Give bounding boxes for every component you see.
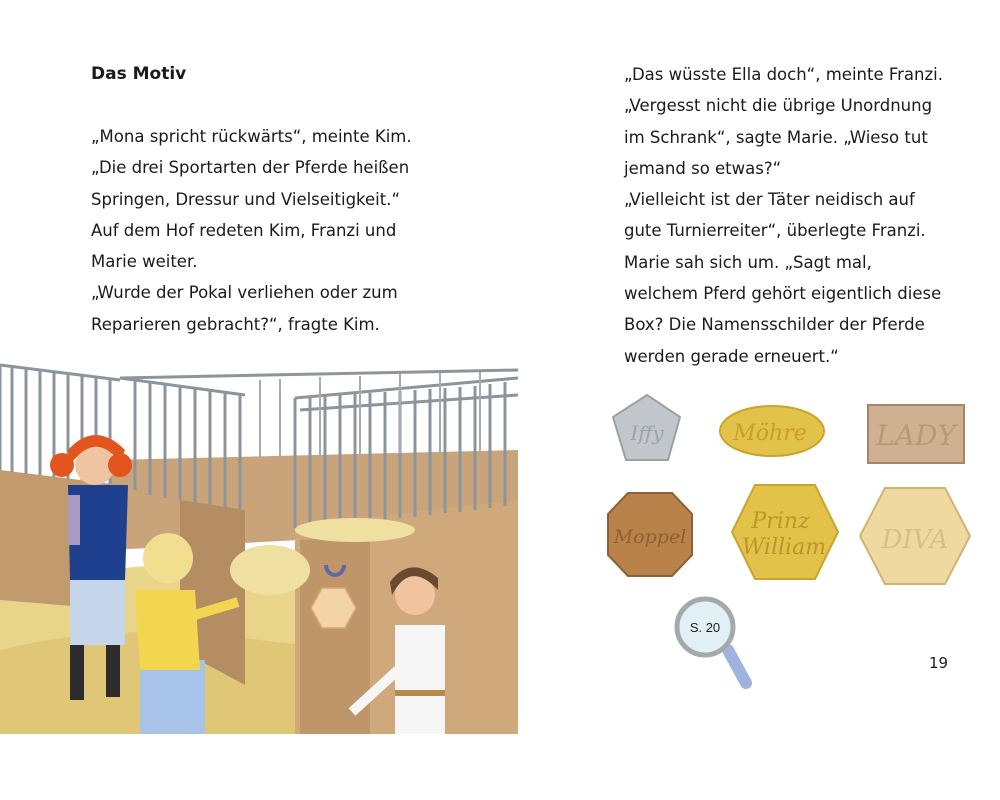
text-line: welchem Pferd gehört eigentlich diese xyxy=(624,284,942,304)
right-page xyxy=(500,0,1000,800)
svg-text:LADY: LADY xyxy=(876,419,956,452)
name-plates-illustration xyxy=(500,380,1000,700)
text-line: „Mona spricht rückwärts“, meinte Kim. xyxy=(91,127,412,146)
text-line: gute Turnierreiter“, überlegte Franzi. xyxy=(624,221,926,241)
text-line: „Wurde der Pokal verliehen oder zum xyxy=(91,283,398,303)
stable-illustration xyxy=(0,350,518,734)
name-plate-lady xyxy=(868,405,964,463)
text-line: Marie weiter. xyxy=(91,252,198,272)
svg-text:DIVA: DIVA xyxy=(881,525,949,555)
text-line: „Das wüsste Ella doch“, meinte Franzi. xyxy=(624,65,943,84)
text-line: werden gerade erneuert.“ xyxy=(624,346,839,366)
name-plate-iffy xyxy=(613,395,680,460)
text-line: im Schrank“, sagte Marie. „Wieso tut xyxy=(624,127,928,147)
text-line: Marie sah sich um. „Sagt mal, xyxy=(624,252,872,272)
svg-text:S. 20: S. 20 xyxy=(689,620,721,635)
right-body-text xyxy=(624,59,943,372)
text-line: Springen, Dressur und Vielseitigkeit.“ xyxy=(91,189,401,209)
name-plate-moppel xyxy=(608,493,692,576)
magnifier-icon xyxy=(677,599,746,683)
text-line: „Vergesst nicht die übrige Unordnung xyxy=(624,96,933,116)
left-body-text xyxy=(91,121,412,340)
page-number: 19 xyxy=(929,654,949,672)
svg-text:Prinz William xyxy=(742,509,826,560)
name-plate-prinz-william xyxy=(732,485,838,579)
prinz-william-label: Prinz xyxy=(751,509,810,534)
svg-text:Moppel: Moppel xyxy=(613,526,687,548)
name-plate-moehre xyxy=(720,406,824,456)
chapter-title: Das Motiv xyxy=(91,64,187,84)
svg-text:Iffy: Iffy xyxy=(630,421,664,445)
text-line: Auf dem Hof redeten Kim, Franzi und xyxy=(91,220,397,240)
name-plate-diva xyxy=(860,488,970,584)
text-line: Reparieren gebracht?“, fragte Kim. xyxy=(91,314,380,334)
text-line: „Die drei Sportarten der Pferde heißen xyxy=(91,158,410,178)
svg-text:Möhre: Möhre xyxy=(733,421,807,446)
prinz-william-label-line2: William xyxy=(741,535,827,560)
text-line: Box? Die Namensschilder der Pferde xyxy=(624,315,925,335)
text-line: „Vielleicht ist der Täter neidisch auf xyxy=(624,190,915,210)
text-line: jemand so etwas?“ xyxy=(624,158,782,178)
